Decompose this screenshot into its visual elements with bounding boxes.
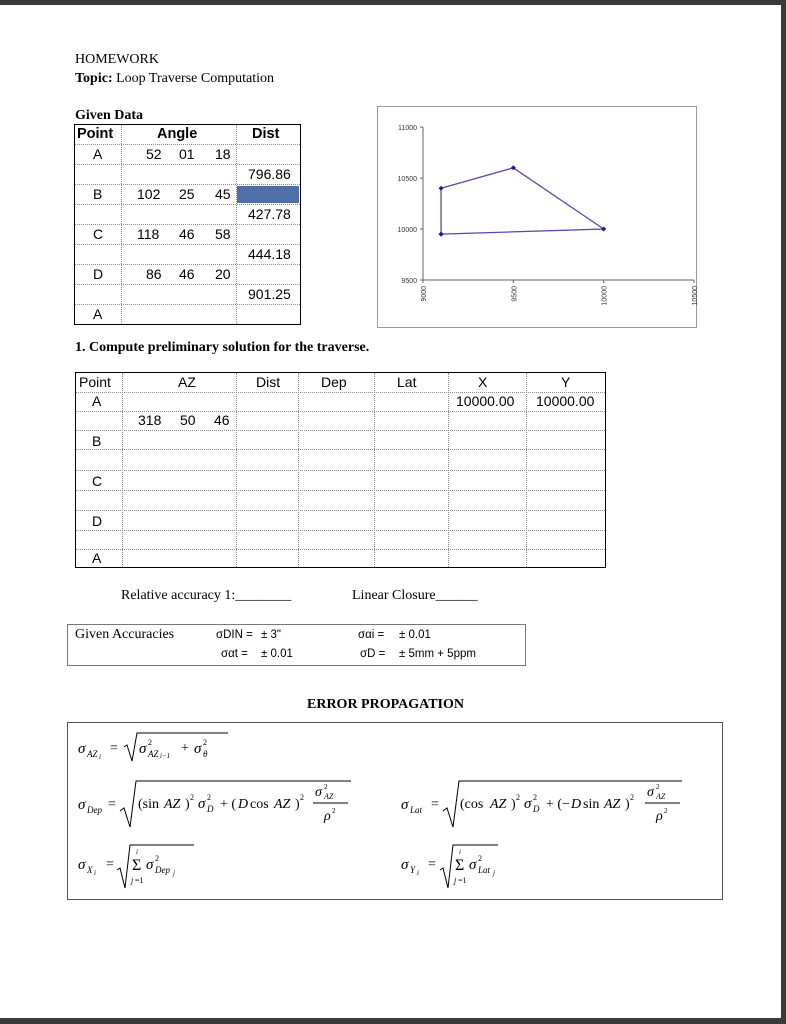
- page-title: HOMEWORK: [75, 52, 159, 67]
- svg-text:σ: σ: [469, 857, 477, 873]
- formula-x: [78, 845, 194, 888]
- given-header-row: [75, 125, 300, 145]
- comp-point-a-end: A: [92, 550, 102, 566]
- x-tick-label: 9500: [511, 286, 519, 302]
- svg-text:2: 2: [478, 854, 482, 863]
- data-point: [439, 232, 444, 237]
- svg-text:AZ: AZ: [148, 749, 159, 759]
- svg-text:2: 2: [656, 783, 660, 791]
- topic-line: [75, 71, 274, 87]
- linear-closure: Linear Closure______: [352, 588, 478, 603]
- svg-text:j: j: [173, 869, 175, 877]
- accuracies-label: Given Accuracies: [75, 627, 175, 642]
- svg-text:σ: σ: [78, 857, 86, 873]
- start-x: 10000.00: [456, 393, 515, 409]
- sigma-at-value: ± 0.01: [261, 648, 293, 660]
- bottom-border: [0, 1018, 786, 1024]
- svg-text:i: i: [459, 848, 461, 856]
- angle-sec: 45: [215, 186, 231, 202]
- svg-text:+ (: + (: [220, 797, 237, 812]
- svg-text:2: 2: [324, 783, 328, 791]
- svg-text:AZ: AZ: [324, 792, 334, 801]
- table-row: [75, 305, 300, 324]
- svg-text:Lat: Lat: [410, 805, 423, 815]
- relative-accuracy: Relative accuracy 1:________: [121, 588, 292, 603]
- svg-text:Dep: Dep: [155, 865, 170, 875]
- start-y: 10000.00: [536, 393, 595, 409]
- point-cell: A: [93, 306, 103, 322]
- formula-y: [401, 845, 498, 888]
- svg-text:σ: σ: [194, 741, 202, 757]
- selected-cell[interactable]: [237, 186, 299, 203]
- svg-text:Y: Y: [410, 865, 416, 875]
- sigma-ai-label: σαi =: [358, 629, 385, 641]
- table-row: [75, 145, 300, 165]
- svg-text:(sin: (sin: [138, 797, 159, 812]
- y-tick-label: 10500: [397, 176, 417, 183]
- x-tick-label: 10500: [692, 286, 699, 306]
- table-row: [75, 205, 300, 225]
- sigma-d-label: σD =: [360, 648, 386, 660]
- given-data-label: Given Data: [75, 108, 144, 123]
- svg-text:=1: =1: [135, 876, 144, 885]
- svg-text:σ: σ: [647, 785, 654, 800]
- svg-text:2: 2: [516, 793, 520, 802]
- svg-text:2: 2: [664, 807, 668, 815]
- dist-cell: 901.25: [248, 286, 291, 302]
- svg-text:Dep: Dep: [87, 805, 102, 815]
- angle-deg: 102: [137, 186, 161, 202]
- svg-text:(cos: (cos: [460, 797, 484, 812]
- traverse-chart: [377, 106, 697, 328]
- top-border: [0, 0, 786, 5]
- table-row: [75, 265, 300, 285]
- svg-text:2: 2: [207, 793, 211, 802]
- az-deg: 318: [138, 412, 162, 428]
- svg-text:2: 2: [300, 793, 304, 802]
- az-sec: 46: [214, 412, 230, 428]
- svg-text:σ: σ: [139, 741, 147, 757]
- y-tick-label: 10000: [397, 227, 417, 234]
- angle-deg: 118: [137, 226, 160, 242]
- svg-text:j: j: [454, 876, 457, 885]
- svg-text:sin: sin: [583, 797, 600, 812]
- svg-text:2: 2: [332, 807, 336, 815]
- svg-text:+ (−: + (−: [546, 797, 570, 812]
- svg-text:σ: σ: [146, 857, 154, 873]
- table-row: [75, 285, 300, 305]
- sigma-ai-value: ± 0.01: [399, 629, 431, 641]
- right-border: [781, 0, 786, 1024]
- svg-text:AZ: AZ: [604, 797, 621, 812]
- svg-text:2: 2: [203, 738, 207, 747]
- svg-text:D: D: [238, 797, 249, 812]
- error-propagation-title: ERROR PROPAGATION: [307, 697, 464, 712]
- svg-text:D: D: [533, 804, 540, 814]
- svg-text:X: X: [87, 865, 93, 875]
- svg-text:AZ: AZ: [87, 749, 98, 759]
- comp-header-y: Y: [561, 374, 571, 390]
- computation-table: [75, 372, 606, 568]
- az-min: 50: [180, 412, 196, 428]
- svg-text:j: j: [493, 869, 495, 877]
- svg-text:+: +: [181, 741, 189, 756]
- svg-text:Σ: Σ: [455, 857, 465, 874]
- given-data-table: [74, 124, 301, 325]
- svg-text:AZ: AZ: [490, 797, 507, 812]
- svg-text:i: i: [99, 753, 101, 761]
- svg-text:=: =: [428, 857, 436, 872]
- svg-text:σ: σ: [401, 797, 409, 813]
- svg-text:): ): [625, 797, 630, 812]
- dist-cell: 427.78: [248, 206, 291, 222]
- svg-text:2: 2: [630, 793, 634, 802]
- svg-text:=: =: [110, 741, 118, 756]
- svg-text:cos: cos: [250, 797, 269, 812]
- svg-text:i: i: [136, 848, 138, 856]
- question-1: 1. Compute preliminary solution for the traverse.: [75, 340, 370, 355]
- svg-text:=: =: [431, 797, 439, 812]
- svg-text:AZ: AZ: [656, 792, 666, 801]
- comp-point-a: A: [92, 393, 102, 409]
- table-row: [75, 165, 300, 185]
- table-row: [75, 185, 300, 205]
- header-angle: Angle: [157, 126, 198, 142]
- angle-deg: 86: [146, 266, 162, 282]
- svg-text:=1: =1: [458, 876, 467, 885]
- svg-text:ρ: ρ: [656, 809, 663, 824]
- angle-sec: 18: [215, 146, 231, 162]
- dist-cell: 444.18: [248, 246, 291, 262]
- svg-text:σ: σ: [78, 797, 86, 813]
- svg-text:σ: σ: [524, 796, 532, 812]
- chart-svg: [378, 107, 699, 327]
- comp-header-dep: Dep: [321, 374, 347, 390]
- data-point: [439, 186, 444, 191]
- svg-text:σ: σ: [78, 741, 86, 757]
- angle-min: 25: [179, 186, 195, 202]
- formula-az: [78, 733, 228, 761]
- angle-min: 01: [179, 146, 195, 162]
- comp-header-lat: Lat: [397, 374, 417, 390]
- x-tick-label: 9000: [421, 286, 428, 302]
- svg-text:σ: σ: [315, 785, 322, 800]
- svg-text:σ: σ: [401, 857, 409, 873]
- svg-text:): ): [511, 797, 516, 812]
- point-cell: D: [93, 266, 104, 282]
- svg-text:ρ: ρ: [324, 809, 331, 824]
- formula-box: [67, 722, 723, 900]
- svg-text:i: i: [94, 869, 96, 877]
- angle-sec: 20: [215, 266, 231, 282]
- svg-text:=: =: [108, 797, 116, 812]
- topic-value: Loop Traverse Computation: [116, 71, 274, 86]
- formula-graphic: [68, 723, 722, 899]
- sigma-din-value: ± 3": [261, 629, 281, 641]
- svg-text:D: D: [571, 797, 582, 812]
- topic-label: Topic:: [75, 71, 113, 86]
- svg-text:): ): [295, 797, 300, 812]
- point-cell: C: [93, 226, 104, 242]
- svg-text:i−1: i−1: [160, 752, 171, 760]
- svg-text:θ: θ: [203, 749, 208, 759]
- comp-point-c: C: [92, 473, 103, 489]
- comp-header-point: Point: [79, 374, 111, 390]
- comp-point-d: D: [92, 513, 103, 529]
- series-line: [441, 168, 604, 234]
- comp-header-x: X: [478, 374, 488, 390]
- svg-text:D: D: [207, 804, 214, 814]
- header-point: Point: [77, 126, 114, 142]
- x-tick-label: 10000: [601, 286, 609, 306]
- comp-header-dist: Dist: [256, 374, 281, 390]
- header-dist: Dist: [252, 126, 280, 142]
- comp-header-az: AZ: [178, 374, 196, 390]
- table-row: [75, 225, 300, 245]
- sigma-din-label: σDIN =: [216, 629, 253, 641]
- svg-text:i: i: [417, 869, 419, 877]
- y-tick-label: 11000: [398, 125, 417, 132]
- formula-dep: [78, 781, 351, 827]
- sigma-at-label: σαt =: [221, 648, 248, 660]
- dist-cell: 796.86: [248, 166, 291, 182]
- svg-text:Σ: Σ: [132, 857, 142, 874]
- table-row: [75, 245, 300, 265]
- svg-text:Lat: Lat: [478, 865, 491, 875]
- svg-text:2: 2: [533, 793, 537, 802]
- svg-text:): ): [185, 797, 190, 812]
- sigma-d-value: ± 5mm + 5ppm: [399, 648, 476, 660]
- angle-deg: 52: [146, 146, 162, 162]
- svg-text:σ: σ: [198, 796, 206, 812]
- svg-text:j: j: [131, 876, 134, 885]
- angle-min: 46: [179, 226, 195, 242]
- svg-text:2: 2: [148, 738, 152, 747]
- comp-point-b: B: [92, 433, 102, 449]
- angle-sec: 58: [215, 226, 231, 242]
- svg-text:2: 2: [155, 854, 159, 863]
- formula-lat: [401, 781, 682, 827]
- point-cell: A: [93, 146, 103, 162]
- given-accuracies-box: [67, 624, 526, 666]
- angle-min: 46: [179, 266, 195, 282]
- svg-text:2: 2: [190, 793, 194, 802]
- y-tick-label: 9500: [401, 278, 417, 285]
- svg-text:AZ: AZ: [274, 797, 291, 812]
- point-cell: B: [93, 186, 103, 202]
- svg-text:AZ: AZ: [164, 797, 181, 812]
- svg-text:=: =: [106, 857, 114, 872]
